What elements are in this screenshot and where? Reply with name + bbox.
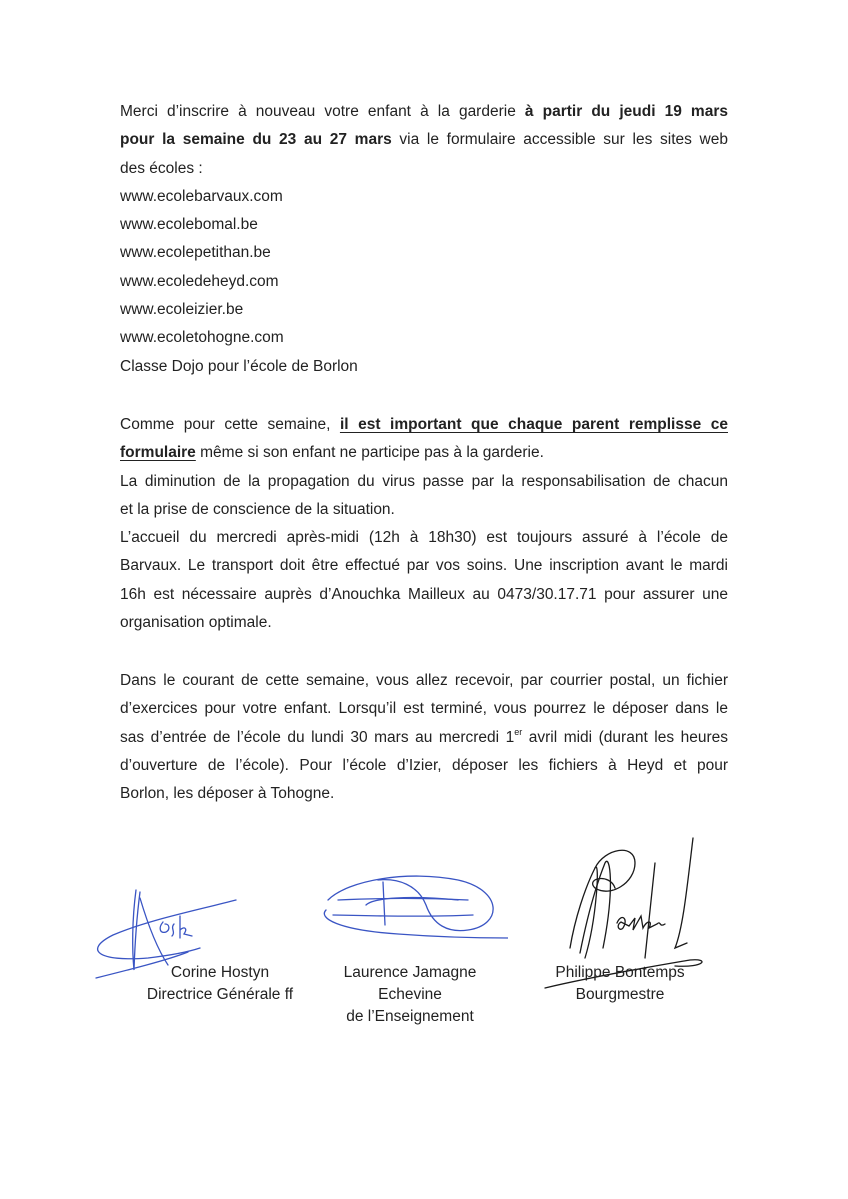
formulaire-underlined: formulaire — [120, 444, 196, 462]
site-item-dojo: Classe Dojo pour l’école de Borlon — [120, 357, 358, 375]
important-line-6: Barvaux. Le transport doit être effectué par vos soins. Une inscription avant le mardi — [120, 557, 728, 575]
important-line-7: 16h est nécessaire auprès d’Anouchka Mailleux au 0473/30.17.71 pour assurer une — [120, 585, 728, 603]
important-underlined: il est important que chaque parent remplisse ce — [339, 416, 728, 433]
important-line-1: Comme pour cette semaine, il est important que chaque parent remplisse ce — [120, 416, 728, 433]
signatory-1 — [130, 962, 310, 1006]
site-link[interactable]: www.ecolebarvaux.com — [120, 187, 283, 205]
exercices-line-1: Dans le courant de cette semaine, vous allez recevoir, par courrier postal, un fichier — [120, 672, 728, 689]
signatory-3 — [550, 962, 690, 1006]
intro-paragraph — [120, 98, 728, 381]
important-line-4: et la prise de conscience de la situation. — [120, 500, 395, 518]
intro-line-3: des écoles : — [120, 159, 203, 177]
intro-bold-date: à partir du jeudi 19 mars — [524, 103, 728, 120]
signature-jamagne — [318, 870, 508, 945]
signatory-1-name: Corine Hostyn — [170, 964, 270, 981]
signatory-3-title: Bourgmestre — [575, 986, 665, 1003]
intro-line-1: Merci d’inscrire à nouveau votre enfant à la garderie à partir du jeudi 19 mars — [120, 103, 728, 120]
important-line-8: organisation optimale. — [120, 614, 272, 632]
intro-line-2: pour la semaine du 23 au 27 mars via le formulaire accessible sur les sites web — [120, 131, 728, 149]
site-link[interactable]: www.ecolepetithan.be — [120, 244, 271, 262]
exercices-line-4: d’ouverture de l’école). Pour l’école d’Izier, déposer les fichiers à Heyd et pour — [120, 756, 728, 774]
signatory-3-name: Philippe Bontemps — [555, 964, 685, 981]
site-link[interactable]: www.ecolebomal.be — [120, 216, 258, 234]
signatory-2-title: Echevine — [378, 986, 442, 1003]
site-link[interactable]: www.ecoledeheyd.com — [120, 272, 279, 290]
site-link[interactable]: www.ecoletohogne.com — [120, 329, 284, 347]
signatory-1-title: Directrice Générale ff — [146, 986, 294, 1003]
exercices-paragraph — [120, 667, 728, 808]
signatory-2-name: Laurence Jamagne — [343, 964, 477, 981]
exercices-line-2: d’exercices pour votre enfant. Lorsqu’il est terminé, vous pourrez le déposer dans le — [120, 700, 728, 718]
signatory-2-title-2: de l’Enseignement — [346, 1008, 474, 1025]
site-link[interactable]: www.ecoleizier.be — [120, 301, 244, 319]
important-line-5: L’accueil du mercredi après-midi (12h à 18h30) est toujours assuré à l’école de — [120, 529, 728, 547]
intro-bold-week: pour la semaine du 23 au 27 mars — [120, 131, 392, 149]
exercices-line-5: Borlon, les déposer à Tohogne. — [120, 785, 335, 803]
important-line-2: formulaire même si son enfant ne participe pas à la garderie. — [120, 444, 544, 462]
signatory-2 — [330, 962, 490, 1028]
important-paragraph — [120, 411, 728, 637]
important-line-3: La diminution de la propagation du virus passe par la responsabilisation de chacun — [120, 472, 728, 490]
exercices-line-3: sas d’entrée de l’école du lundi 30 mars au mercredi 1er avril midi (durant les heures — [120, 726, 728, 746]
